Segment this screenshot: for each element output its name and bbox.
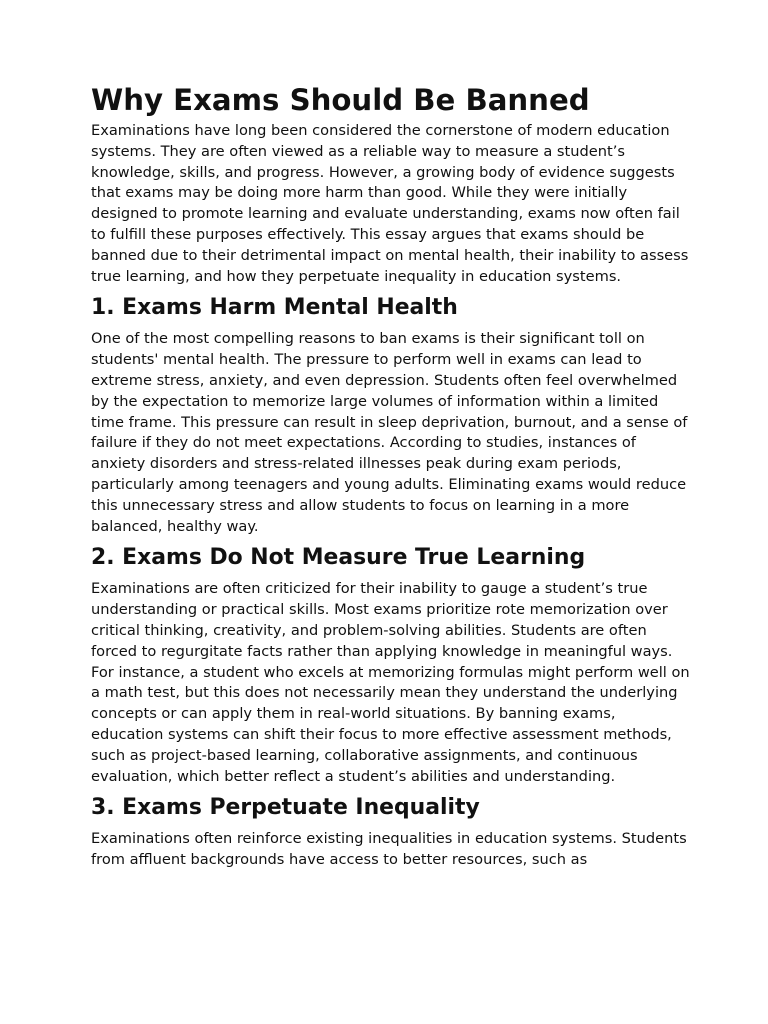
intro-paragraph: Examinations have long been considered the cornerstone of modern education systems. They are often viewed as a reliable way to measure a student’s knowledge, skills, and progress. However, a growing body of evidence suggests that exams may be doing more harm than good. While they were initially designed to promote learning and evaluate understanding, exams now often fail to fulfill these purposes effectively. This essay argues that exams should be banned due to their detrimental impact on mental health, their inability to assess true learning, and how they perpetuate inequality in education systems. bbox=[91, 122, 689, 285]
section-body-inequality: Examinations often reinforce existing inequalities in education systems. Students from affluent backgrounds have access to better resources, such as bbox=[91, 830, 687, 869]
section-body-true-learning: Examinations are often criticized for their inability to gauge a student’s true understanding or practical skills. Most exams prioritize rote memorization over critical thinking, creativity, and problem-solving abilities. Students are often forced to regurgitate facts rather than applying knowledge in meaningful ways. For instance, a student who excels at memorizing formulas might perform well on a math test, but this does not necessarily mean they understand the underlying concepts or can apply them in real-world situations. By banning exams, education systems can shift their focus to more effective assessment methods, such as project-based learning, collaborative assignments, and continuous evaluation, which better reflect a student’s abilities and understanding. bbox=[91, 580, 690, 785]
document-title: Why Exams Should Be Banned bbox=[91, 83, 590, 117]
section-heading-true-learning: 2. Exams Do Not Measure True Learning bbox=[91, 545, 586, 571]
document-page bbox=[91, 83, 691, 871]
section-heading-mental-health: 1. Exams Harm Mental Health bbox=[91, 295, 458, 321]
section-heading-inequality: 3. Exams Perpetuate Inequality bbox=[91, 795, 480, 821]
section-body-mental-health: One of the most compelling reasons to ban exams is their significant toll on students' mental health. The pressure to perform well in exams can lead to extreme stress, anxiety, and even depression. Students often feel overwhelmed by the expectation to memorize large volumes of information within a limited time frame. This pressure can result in sleep deprivation, burnout, and a sense of failure if they do not meet expectations. According to studies, instances of anxiety disorders and stress-related illnesses peak during exam periods, particularly among teenagers and young adults. Eliminating exams would reduce this unnecessary stress and allow students to focus on learning in a more balanced, healthy way. bbox=[91, 330, 688, 535]
